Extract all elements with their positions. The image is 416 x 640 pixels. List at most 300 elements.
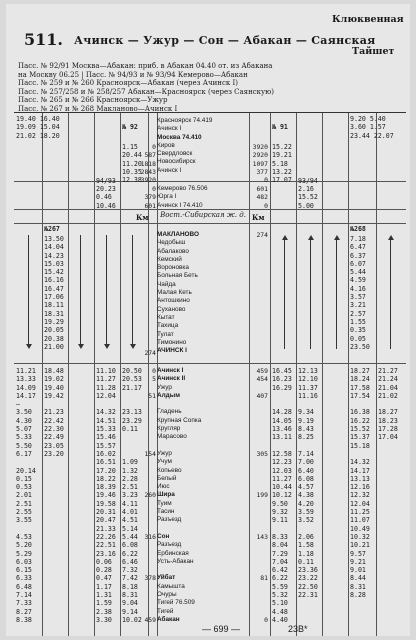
time-cell: 16.02 — [96, 449, 116, 458]
time-cell — [378, 591, 398, 599]
km-cell — [134, 408, 156, 416]
km-cell: 143 — [256, 532, 268, 541]
time-cell — [44, 500, 64, 508]
time-cell: 1.18 — [298, 549, 314, 558]
km-cell — [250, 508, 268, 516]
times-col — [272, 367, 292, 624]
time-cell: 23.05 — [44, 441, 64, 450]
timetable-page — [6, 4, 410, 636]
time-cell: 1.31 — [96, 591, 112, 600]
time-cell: 12.03 — [272, 466, 292, 475]
time-cell — [272, 442, 292, 450]
station-name: Тигей — [157, 607, 174, 615]
km-cell — [250, 433, 268, 441]
time-cell: 11.25 — [350, 508, 370, 517]
times-col: 20.23 0.46 10.46 — [96, 185, 116, 210]
km-cell — [134, 483, 156, 491]
km-col — [250, 367, 268, 624]
time-cell — [378, 574, 398, 582]
km-cell — [134, 566, 156, 574]
station-name: Антошкино — [157, 297, 190, 305]
time-cell — [272, 392, 292, 400]
time-cell: 22.31 — [298, 591, 318, 600]
km-cell — [250, 483, 268, 491]
time-cell: 12.58 — [272, 449, 292, 458]
route-south: Тайшет — [352, 46, 395, 57]
time-cell: 6.08 — [122, 541, 138, 550]
time-cell: 22.49 — [44, 433, 64, 442]
station-list — [157, 185, 249, 210]
time-cell — [378, 599, 398, 607]
station-name: Марасово — [157, 433, 187, 441]
station-name: Чедобыш — [157, 239, 186, 247]
station-name: Абакан — [157, 615, 180, 623]
km-cell: 459 — [256, 367, 268, 375]
km-cell — [250, 425, 268, 433]
time-cell: 8.25 — [298, 433, 314, 442]
station-name: Камышта — [157, 582, 185, 590]
time-cell: 11.10 — [96, 367, 116, 375]
time-cell: 9.19 — [298, 416, 314, 425]
km-cell — [250, 516, 268, 524]
km-cell: 407 — [256, 391, 268, 400]
time-cell: 2.06 — [298, 532, 314, 541]
time-cell: 3.30 — [96, 615, 112, 624]
time-cell: 13.11 — [272, 433, 292, 442]
time-cell: 23.13 — [122, 408, 142, 417]
time-cell: 6.17 — [16, 449, 32, 458]
direction-arrow — [80, 235, 81, 345]
km-cell — [250, 599, 268, 607]
time-cell: 18.39 — [96, 483, 116, 492]
time-cell: 5.20 — [16, 541, 32, 550]
km-cell — [250, 475, 268, 483]
time-cell — [378, 616, 398, 624]
time-cell — [378, 566, 398, 574]
time-cell: 20.14 — [16, 466, 36, 475]
time-cell: 12.10 — [298, 375, 318, 384]
time-cell: 0.06 — [96, 557, 112, 566]
time-cell: 12.32 — [350, 491, 370, 500]
station-name: Копьево — [157, 466, 182, 474]
time-cell: 21.24 — [378, 375, 398, 384]
time-cell — [44, 533, 64, 541]
times-col — [350, 367, 370, 624]
time-cell: 17.58 — [350, 383, 370, 392]
time-cell — [44, 608, 64, 616]
time-cell: 0.53 — [16, 483, 32, 492]
time-cell — [378, 550, 398, 558]
time-cell: 18.24 — [350, 375, 370, 384]
time-cell: 14.51 — [96, 416, 116, 425]
time-cell: 10.02 — [122, 615, 142, 624]
time-cell: 7.42 — [122, 574, 138, 583]
station-name: Уйбат — [157, 574, 176, 582]
time-cell: 5.59 — [272, 582, 288, 591]
time-cell: 17.54 — [350, 391, 370, 400]
time-cell — [298, 608, 318, 616]
time-cell: 21.04 — [378, 383, 398, 392]
station-name: Больная Беть — [157, 272, 198, 280]
time-cell: 7.29 — [272, 549, 288, 558]
time-cell: 0.28 — [96, 566, 112, 575]
time-cell: 21.23 — [44, 408, 64, 417]
time-cell: 9.21 — [350, 557, 366, 566]
note-line: Пасс. № 257/258 и № 258/257 Абакан—Красноярск (через Саянскую) — [18, 87, 274, 96]
station-name: Малая Кеть — [157, 289, 192, 297]
km-cell — [134, 425, 156, 433]
time-cell: 6.33 — [16, 574, 32, 583]
time-cell: 23.16 — [96, 549, 116, 558]
station-name: Ербинская — [157, 549, 189, 557]
time-cell: 3.59 — [298, 508, 314, 517]
km-cell — [250, 608, 268, 616]
km-cell — [134, 541, 156, 549]
time-cell: 5.14 — [122, 524, 138, 533]
time-cell: 3.52 — [298, 516, 314, 525]
time-cell: 21.33 — [96, 524, 116, 533]
train-number: 94/93 — [96, 177, 116, 185]
time-cell: 3.55 — [16, 516, 32, 525]
train-number: №268 — [350, 225, 366, 233]
time-cell: 22.51 — [96, 541, 116, 550]
km-cell: 305 — [256, 449, 268, 458]
train-number: 93/94 — [298, 177, 318, 185]
time-cell: 16.45 — [272, 367, 292, 375]
time-cell: 5.44 — [122, 532, 138, 541]
station-name: Тасин — [157, 508, 175, 516]
time-cell — [350, 599, 370, 607]
km-cell — [250, 541, 268, 549]
station-name — [157, 400, 249, 408]
station-name: Красноярск 74.419 — [157, 117, 213, 124]
time-cell: 9.57 — [350, 549, 366, 558]
time-cell: 14.32 — [96, 408, 116, 417]
note-line: Пасс. № 92/91 Москва—Абакан: приб. в Абакан 04.40 от. из Абакана — [18, 62, 273, 70]
time-cell: 4.30 — [16, 416, 32, 425]
time-cell: 18.23 — [378, 416, 398, 425]
time-cell — [44, 616, 64, 624]
time-cell — [44, 591, 64, 599]
time-cell: 1.32 — [122, 466, 138, 475]
station-name: Ачинск I — [157, 125, 182, 133]
station-name: АЧИНСК I — [157, 347, 187, 355]
note-line: Пасс. № 267 и № 268 Макланово—Ачинск I — [18, 104, 178, 113]
time-cell: 16.29 — [272, 383, 292, 392]
time-cell — [44, 491, 64, 499]
time-cell: 4.57 — [298, 483, 314, 492]
time-cell: 0.11 — [298, 557, 314, 566]
station-name: Гладень — [157, 408, 182, 416]
km-cell: 378 — [144, 574, 156, 583]
km-cell — [250, 467, 268, 475]
time-cell: 20.50 — [122, 367, 142, 375]
station-list — [157, 117, 249, 175]
time-cell — [96, 400, 116, 408]
train-notes — [18, 62, 398, 114]
time-cell: 4.48 — [272, 607, 288, 616]
times-col: 9.20 5.40 3.60 1.57 23.44 22.07 — [350, 115, 394, 140]
station-name: Шира — [157, 491, 175, 499]
km-cell — [134, 599, 156, 607]
time-cell: 4.38 — [298, 491, 314, 500]
time-cell: 22.30 — [44, 425, 64, 434]
time-cell: 7.04 — [272, 557, 288, 566]
time-cell: 18.48 — [44, 367, 64, 375]
time-cell — [298, 442, 318, 450]
time-cell: 12.13 — [298, 367, 318, 375]
time-cell: 12.04 — [96, 391, 116, 400]
time-cell — [378, 400, 398, 408]
time-cell: 5.33 — [16, 433, 32, 442]
time-cell: 5.50 — [16, 441, 32, 450]
time-cell — [44, 400, 64, 408]
time-cell — [378, 467, 398, 475]
time-cell — [44, 525, 64, 533]
time-cell: 17.20 — [96, 466, 116, 475]
km-cell — [134, 583, 156, 591]
time-cell: 5.29 — [16, 549, 32, 558]
time-cell: 12.16 — [350, 483, 370, 492]
time-cell: 1.59 — [96, 599, 112, 608]
times-col — [44, 367, 64, 624]
time-cell: 12.23 — [272, 458, 292, 467]
times-col: 1.15 20.44 11.20 10.35 12.38 — [122, 143, 142, 185]
time-cell: 2.55 — [16, 508, 32, 517]
time-cell: 6.46 — [122, 557, 138, 566]
time-cell: 4.01 — [122, 508, 138, 517]
time-cell — [44, 516, 64, 524]
time-cell: 9.50 — [272, 499, 288, 508]
time-cell: 8.33 — [272, 532, 288, 541]
times-col: 2.16 15.52 5.00 — [298, 185, 318, 210]
times-col — [96, 367, 116, 624]
time-cell: 2.38 — [96, 607, 112, 616]
time-cell: 11.28 — [96, 383, 116, 392]
station-name: Москва 74.410 — [157, 133, 202, 141]
time-cell: 17.04 — [378, 433, 398, 442]
station-name: Ужур — [157, 449, 172, 457]
time-cell — [44, 550, 64, 558]
station-name: Ачинск I 74.410 — [157, 201, 203, 209]
time-cell: 16.51 — [96, 458, 116, 467]
time-cell: 1.58 — [298, 541, 314, 550]
time-cell: 9.32 — [272, 508, 288, 517]
time-cell: 15.33 — [96, 425, 116, 434]
station-list — [157, 231, 249, 355]
time-cell: 14.32 — [350, 458, 370, 467]
km-cell — [250, 417, 268, 425]
railway-section-label: Вост.-Сибирская ж. д. — [160, 211, 246, 219]
time-cell: 0.11 — [122, 425, 138, 434]
time-cell: 14.09 — [16, 383, 36, 392]
time-cell: — — [16, 400, 20, 409]
km-value: 274 — [256, 231, 268, 239]
time-cell: 23.20 — [44, 449, 64, 458]
time-cell: 23.36 — [298, 566, 318, 575]
time-cell — [44, 475, 64, 483]
km-cell: 51 — [148, 391, 156, 400]
station-name: Туим — [157, 499, 172, 507]
station-name: Сон — [157, 532, 170, 540]
time-cell — [350, 616, 370, 624]
time-cell: 14.17 — [16, 391, 36, 400]
direction-arrow — [310, 239, 311, 349]
km-col: 3920 2920 1097 377 0 — [252, 143, 268, 185]
time-cell: 7.14 — [298, 449, 314, 458]
time-cell — [44, 574, 64, 582]
time-cell: 7.32 — [122, 566, 138, 575]
time-cell — [44, 599, 64, 607]
time-cell: 7.14 — [16, 591, 32, 600]
timetable — [14, 112, 406, 636]
km-cell — [250, 408, 268, 416]
time-cell — [298, 400, 318, 408]
time-cell — [44, 483, 64, 491]
time-cell — [378, 500, 398, 508]
station-name: Чайда — [157, 280, 176, 288]
km-cell — [134, 516, 156, 524]
time-cell — [350, 450, 370, 458]
time-cell: 14.28 — [272, 408, 292, 417]
km-cell: 454 — [256, 375, 268, 384]
station-name: Киров — [157, 141, 175, 149]
time-cell: 21.02 — [378, 391, 398, 400]
km-cell — [134, 433, 156, 441]
km-cell — [250, 525, 268, 533]
station-name: Тахица — [157, 322, 179, 330]
time-cell: 19.02 — [44, 375, 64, 384]
time-cell: 6.22 — [122, 549, 138, 558]
time-cell — [378, 608, 398, 616]
time-cell — [378, 483, 398, 491]
time-cell: 7.00 — [298, 458, 314, 467]
station-name: Кытат — [157, 313, 175, 321]
time-cell: 19.58 — [96, 499, 116, 508]
km-cell: 316 — [144, 532, 156, 541]
time-cell: 10.12 — [272, 491, 292, 500]
time-cell: 16.38 — [350, 408, 370, 417]
time-cell: 8.28 — [350, 591, 366, 600]
time-cell: 14.05 — [272, 416, 292, 425]
km-col: 0 587 1818 2843 3920 — [140, 143, 156, 185]
km-cell — [134, 550, 156, 558]
time-cell: 9.34 — [298, 408, 314, 417]
time-cell: 8.27 — [16, 607, 32, 616]
time-cell: 8.31 — [350, 582, 366, 591]
time-cell: 16.22 — [350, 416, 370, 425]
direction-arrow — [390, 239, 391, 349]
time-cell: 8.44 — [350, 574, 366, 583]
km-cell — [250, 442, 268, 450]
km-cell — [134, 400, 156, 408]
km-col: 0 379 601 — [144, 185, 156, 210]
km-col — [134, 367, 156, 624]
km-value: 274 — [144, 349, 156, 357]
time-cell: 1.17 — [96, 582, 112, 591]
time-cell: 18.27 — [378, 408, 398, 417]
time-cell: 21.27 — [378, 367, 398, 375]
direction-arrow — [28, 235, 29, 345]
time-cell — [350, 400, 370, 408]
km-cell: 154 — [144, 449, 156, 458]
time-cell — [378, 458, 398, 466]
time-cell: 15.18 — [350, 441, 370, 450]
time-cell: 10.49 — [350, 524, 370, 533]
time-cell: 13.33 — [16, 375, 36, 384]
note-line: Пасс. № 259 и № 260 Красноярск—Абакан (через Ачинск I) — [18, 79, 238, 88]
time-cell: 6.22 — [272, 574, 288, 583]
page-number: — 699 — — [202, 624, 241, 634]
time-cell: 19.46 — [96, 491, 116, 500]
time-cell: 8.38 — [16, 615, 32, 624]
station-name: Крупная Сопка — [157, 416, 202, 424]
time-cell — [44, 467, 64, 475]
time-cell: 6.42 — [272, 566, 288, 575]
direction-arrow — [106, 235, 107, 345]
station-name: Разъезд — [157, 541, 182, 549]
km-cell — [134, 417, 156, 425]
time-cell — [44, 558, 64, 566]
time-cell: 6.15 — [16, 566, 32, 575]
time-cell: 15.57 — [96, 441, 116, 450]
time-cell — [378, 541, 398, 549]
time-cell: 0.15 — [16, 474, 32, 483]
time-cell: 8.43 — [298, 425, 314, 434]
time-cell: 22.26 — [96, 532, 116, 541]
time-cell: 2.01 — [16, 491, 32, 500]
table-header — [16, 14, 406, 68]
times-col: 19.40 16.40 19.09 15.04 21.02 18.20 — [16, 115, 60, 140]
time-cell: 12.04 — [350, 499, 370, 508]
time-cell — [378, 583, 398, 591]
time-cell: 17.28 — [378, 425, 398, 434]
time-cell: 5.07 — [16, 425, 32, 434]
time-cell: 8.31 — [122, 591, 138, 600]
km-cell — [134, 475, 156, 483]
km-cell — [134, 500, 156, 508]
direction-arrow — [132, 235, 133, 345]
time-cell: 9.04 — [122, 599, 138, 608]
station-name: Ужур — [157, 383, 172, 391]
time-cell: 15.46 — [96, 433, 116, 442]
time-cell: 18.27 — [350, 367, 370, 375]
time-cell: 0.47 — [96, 574, 112, 583]
km-cell — [250, 566, 268, 574]
km-cell — [250, 550, 268, 558]
km-cell — [134, 508, 156, 516]
time-cell: 9.14 — [122, 607, 138, 616]
station-name: Кемский — [157, 255, 182, 263]
km-cell — [250, 384, 268, 392]
km-cell: 199 — [256, 491, 268, 500]
km-header: Км — [252, 213, 265, 222]
time-cell — [378, 450, 398, 458]
station-name: Суханово — [157, 305, 186, 313]
station-name: Тимонино — [157, 338, 187, 346]
km-header: Км — [136, 213, 149, 222]
km-cell — [250, 558, 268, 566]
time-cell: 3.23 — [122, 491, 138, 500]
km-cell — [250, 500, 268, 508]
time-cell: 4.53 — [16, 532, 32, 541]
time-cell — [378, 558, 398, 566]
time-cell: 19.42 — [44, 391, 64, 400]
time-cell: 21.17 — [122, 383, 142, 392]
time-cell — [44, 583, 64, 591]
km-cell — [134, 591, 156, 599]
page-code: 23В* — [288, 624, 308, 634]
